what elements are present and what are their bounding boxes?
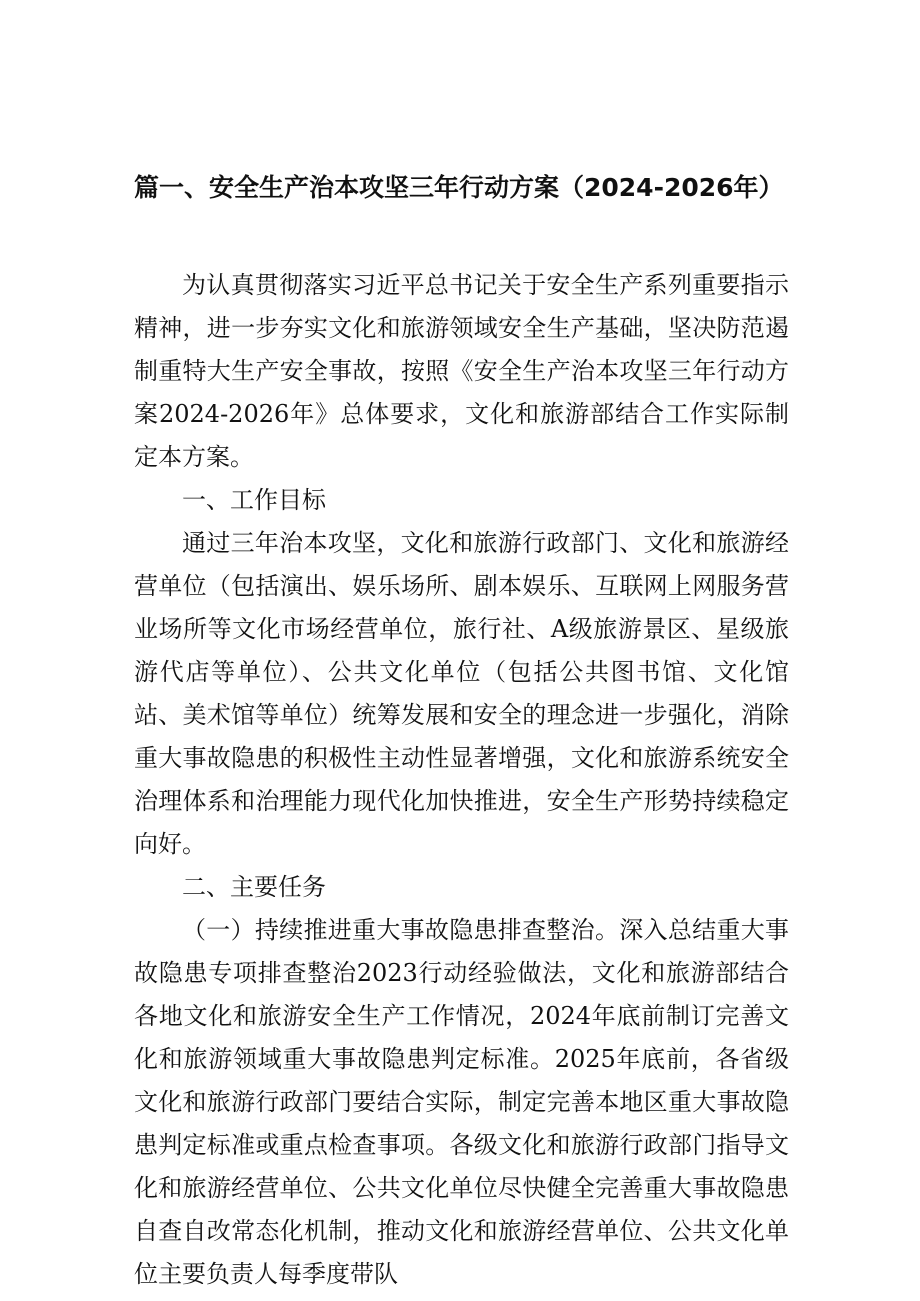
section-heading-goals: 一、工作目标 <box>182 486 326 514</box>
intro-paragraph: 为认真贯彻落实习近平总书记关于安全生产系列重要指示精神，进一步夯实文化和旅游领域安全生产基础，坚决防范遏制重特大生产安全事故，按照《安全生产治本攻坚三年行动方案2024-2026年》总体要求，文化和旅游部结合工作实际制定本方案。 <box>134 271 789 471</box>
tasks-paragraph: （一）持续推进重大事故隐患排查整治。深入总结重大事故隐患专项排查整治2023行动经验做法，文化和旅游部结合各地文化和旅游安全生产工作情况，2024年底前制订完善文化和旅游领域重大事故隐患判定标准。2025年底前，各省级文化和旅游行政部门要结合实际，制定完善本地区重大事故隐患判定标准或重点检查事项。各级文化和旅游行政部门指导文化和旅游经营单位、公共文化单位尽快健全完善重大事故隐患自查自改常态化机制，推动文化和旅游经营单位、公共文化单位主要负责人每季度带队 <box>134 916 789 1288</box>
document-body <box>134 264 789 1296</box>
section-heading-tasks: 二、主要任务 <box>182 873 326 901</box>
document-title: 篇一、安全生产治本攻坚三年行动方案（2024-2026年） <box>134 173 784 202</box>
goals-paragraph: 通过三年治本攻坚，文化和旅游行政部门、文化和旅游经营单位（包括演出、娱乐场所、剧本娱乐、互联网上网服务营业场所等文化市场经营单位，旅行社、A级旅游景区、星级旅游代店等单位）、公共文化单位（包括公共图书馆、文化馆站、美术馆等单位）统筹发展和安全的理念进一步强化，消除重大事故隐患的积极性主动性显著增强，文化和旅游系统安全治理体系和治理能力现代化加快推进，安全生产形势持续稳定向好。 <box>134 529 789 858</box>
